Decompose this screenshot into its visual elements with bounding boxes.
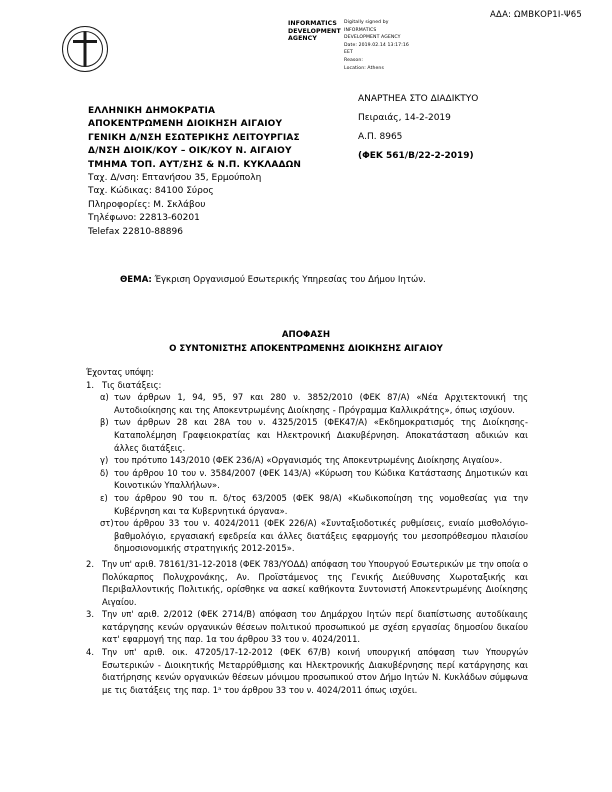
sig-line3: DEVELOPMENT AGENCY [344, 35, 401, 41]
item-4-text: Την υπ' αριθ. οικ. 47205/17-12-2012 (ΦΕΚ 67/Β) κοινή υπουργική απόφαση των Υπουργών Εσωτερικών - Διοικητικής Μεταρρύθμισης και Ηλεκτρονικής Διακυβέρνησης περί κατάργησης και διατήρησης κενών οργανικών θέσεων μόνιμου προσωπικού στον Δήμο Ιητών Ν. Κυκλάδων σύμφωνα με τις διατάξεις της παρ. 1ᵃ του άρθρου 33 του ν. 4024/2011 όπως ισχύει. [102, 647, 528, 695]
list-item [86, 608, 528, 646]
decision-subtitle: Ο ΣΥΝΤΟΝΙΣΤΗΣ ΑΠΟΚΕΝΤΡΩΜΕΝΗΣ ΔΙΟΙΚΗΣΗΣ ΑΙΓΑΙΟΥ [169, 344, 443, 354]
sender-postal-code: Ταχ. Κώδικας: 84100 Σύρος [88, 186, 214, 197]
agency-en-line1: INFORMATICS [288, 20, 337, 27]
sub-item-d-label: δ) [100, 467, 109, 478]
list-item [100, 467, 528, 492]
item-3-number: 3. [86, 609, 94, 620]
meta-place-date: Πειραιάς, 14-2-2019 [358, 113, 451, 123]
sender-fax: Telefax 22810-88896 [88, 226, 183, 237]
sender-address: Ταχ. Δ/νση: Επτανήσου 35, Ερμούπολη [88, 173, 262, 184]
agency-en-line3: AGENCY [288, 35, 317, 43]
list-item [86, 379, 528, 392]
sender-line-2: ΑΠΟΚΕΝΤΡΩΜΕΝΗ ΔΙΟΙΚΗΣΗ ΑΙΓΑΙΟΥ [88, 119, 283, 130]
sig-line1: Digitally signed by [344, 20, 389, 25]
sub-item-b-label: β) [100, 417, 109, 428]
sub-item-c-label: γ) [100, 455, 109, 466]
item-4-number: 4. [86, 647, 94, 658]
list-item [100, 454, 528, 467]
sub-item-b-text: των άρθρων 28 και 28Α του ν. 4325/2015 (ΦΕΚ47/Α) «Εκδημοκρατισμός της Διοίκησης-Καταπολέμηση Γραφειοκρατίας και Ηλεκτρονική Διακυβέρνηση. Αποκατάσταση αδικιών και άλλες διατάξεις. [114, 417, 528, 453]
sender-line-1: ΕΛΛΗΝΙΚΗ ΔΗΜΟΚΡΑΤΙΑ [88, 106, 216, 116]
list-item [86, 558, 528, 608]
list-item [100, 416, 528, 454]
list-item [100, 492, 528, 517]
list-item [100, 391, 528, 416]
sender-line-4: Δ/ΝΣΗ ΔΙΟΙΚ/ΚΟΥ – ΟΙΚ/ΚΟΥ Ν. ΑΙΓΑΙΟΥ [88, 146, 292, 157]
list-item [100, 517, 528, 555]
sub-item-c-text: του πρότυπο 143/2010 (ΦΕΚ 236/Α) «Οργανισμός της Αποκεντρωμένης Διοίκησης Αιγαίου». [114, 455, 503, 466]
meta-publication: ΑΝΑΡΤΗΕΑ ΣΤΟ ΔΙΑΔΙΚΤΥΟ [358, 94, 479, 104]
subject-text: Έγκριση Οργανισμού Εσωτερικής Υπηρεσίας του Δήμου Ιητών. [154, 275, 426, 285]
sender-contact-person: Πληροφορίες: Μ. Σκλάβου [88, 199, 206, 210]
document-meta [358, 90, 578, 166]
decision-title: ΑΠΟΦΑΣΗ [281, 330, 331, 340]
sig-line2: INFORMATICS [344, 27, 377, 33]
sub-item-a-text: των άρθρων 1, 94, 95, 97 και 280 ν. 3852/2010 (ΦΕΚ 87/Α) «Νέα Αρχιτεκτονική της Αυτοδιοίκησης και της Αποκεντρωμένης Διοίκησης - Πρόγραμμα Καλλικράτης», όπως ισχύουν. [114, 392, 528, 415]
sub-item-e-text: του άρθρου 90 του π. δ/τος 63/2005 (ΦΕΚ 98/Α) «Κωδικοποίηση της νομοθεσίας για την Κυβέρνηση και τα Κυβερνητικά όργανα». [114, 492, 528, 516]
sig-line4: Date: 2019.02.14 13:17:16 [344, 42, 409, 48]
sender-line-3: ΓΕΝΙΚΗ Δ/ΝΣΗ ΕΣΩΤΕΡΙΚΗΣ ΛΕΙΤΟΥΡΓΙΑΣ [88, 132, 300, 143]
sig-line6: Reason: [344, 57, 363, 63]
body-intro: Έχοντας υπόψη: [86, 367, 154, 377]
emblem-inner-ring [67, 31, 103, 67]
sub-item-e-label: ε) [100, 492, 108, 503]
item-3-text: Την υπ' αριθ. 2/2012 (ΦΕΚ 2714/Β) απόφαση του Δημάρχου Ιητών περί διαπίστωσης αυτοδίκαιης κατάργησης κενών οργανικών θέσεων πολιτικού προσωπικού με σχέση εργασίας δημοσίου δικαίου κατ' εφαρμογή της παρ. 1α του άρθρου 33 του ν. 4024/2011. [102, 609, 528, 645]
sig-line7: Location: Athens [344, 65, 384, 71]
decision-heading [0, 328, 612, 356]
subject-line [120, 275, 560, 285]
sender-phone: Τηλέφωνο: 22813-60201 [88, 213, 200, 224]
sender-line-5: ΤΜΗΜΑ ΤΟΠ. ΑΥΤ/ΣΗΣ & Ν.Π. ΚΥΚΛΑΔΩΝ [88, 159, 302, 170]
sub-item-a-label: α) [100, 392, 109, 403]
sub-item-d-text: του άρθρου 10 του ν. 3584/2007 (ΦΕΚ 143/Α) «Κύρωση του Κώδικα Κατάστασης Δημοτικών και Κοινοτικών Υπαλλήλων». [114, 467, 528, 491]
agency-en-line2: DEVELOPMENT [288, 27, 341, 35]
item-2-text: Την υπ' αριθ. 78161/31-12-2018 (ΦΕΚ 783/ΥΟΔΔ) απόφαση του Υπουργού Εσωτερικών με την οποία ο Πολύκαρπος Πολυχρονάκης, Αν. Προϊστάμενος της Γενικής Διεύθυνσης Χωροταξικής και Περιβαλλοντικής Πολιτικής, ορίσθηκε να ασκεί καθήκοντα Συντονιστή Αποκεντρωμένης Διοίκησης Αιγαίου. [102, 558, 528, 607]
item-1-text: Τις διατάξεις: [102, 379, 162, 390]
document-body [86, 366, 528, 696]
item-2-number: 2. [86, 558, 94, 569]
sender-block [88, 105, 358, 239]
meta-protocol-number: Α.Π. 8965 [358, 132, 403, 142]
digital-signature-block [288, 20, 518, 73]
greek-republic-emblem [62, 26, 114, 78]
list-item [86, 646, 528, 696]
item-1-number: 1. [86, 379, 94, 390]
sub-item-f-text: του άρθρου 33 του ν. 4024/2011 (ΦΕΚ 226/Α) «Συνταξιοδοτικές ρυθμίσεις, ενιαίο μισθολόγιο-βαθμολόγιο, εργασιακή εφεδρεία και άλλες διατάξεις εφαρμογής του μεσοπρόθεσμου πλαισίου δημοσιονομικής στρατηγικής 2012-2015». [114, 518, 528, 554]
emblem-shape [62, 26, 108, 72]
sig-line5: EET [344, 50, 353, 56]
meta-gazette-reference: (ΦΕΚ 561/Β/22-2-2019) [358, 151, 474, 161]
ada-reference: ΑΔΑ: ΩΜΒΚΟΡ1Ι-Ψ65 [490, 10, 582, 20]
subject-label: ΘΕΜΑ: [120, 275, 152, 285]
sub-item-f-label: στ) [100, 518, 114, 529]
